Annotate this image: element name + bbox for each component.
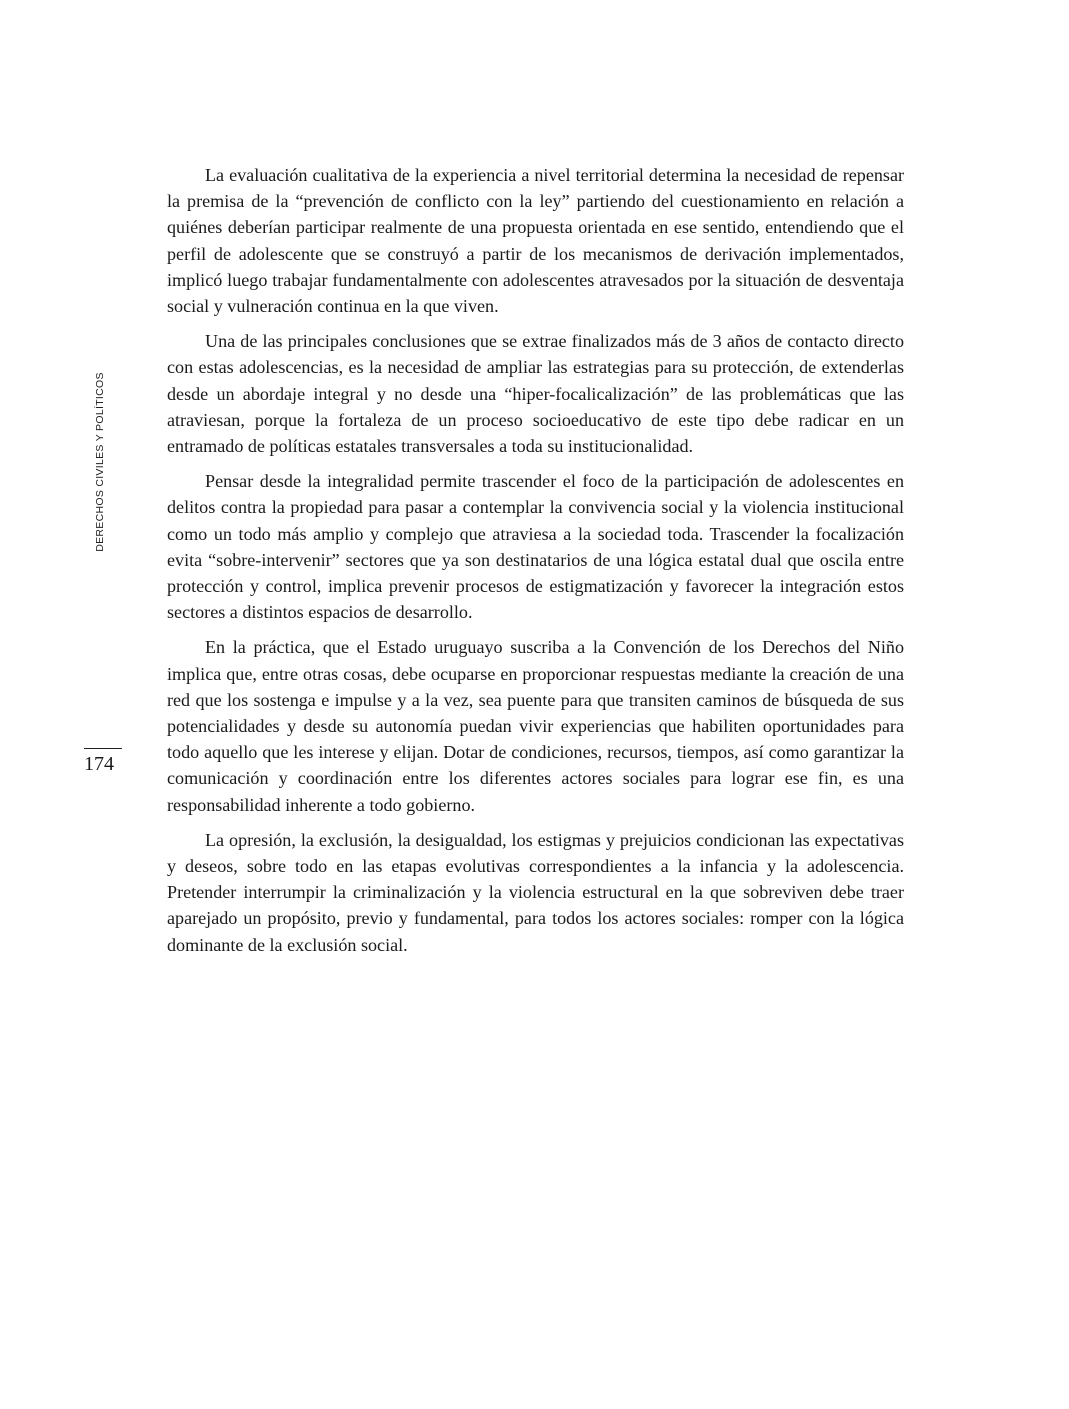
running-header-vertical: DERECHOS CIVILES Y POLÍTICOS — [94, 372, 106, 552]
page-number-rule — [84, 748, 122, 749]
paragraph-3: Pensar desde la integralidad permite trascender el foco de la participación de adolescentes en delitos contra la propiedad para pasar a contemplar la convivencia social y la violencia institucional como un todo más amplio y complejo que atraviesa a la sociedad toda. Trascender la focalización evita “sobre-intervenir” sectores que ya son destinatarios de una lógica estatal dual que oscila entre protección y control, implica prevenir procesos de estigmatización y favorecer la integración estos sectores a distintos espacios de desarrollo. — [167, 471, 904, 623]
paragraph-5: La opresión, la exclusión, la desigualdad, los estigmas y prejuicios condicionan las expectativas y deseos, sobre todo en las etapas evolutivas correspondientes a la infancia y la adolescencia. Pretender interrumpir la criminalización y la violencia estructural en la que sobreviven debe traer aparejado un propósito, previo y fundamental, para todos los actores sociales: romper con la lógica dominante de la exclusión social. — [167, 829, 904, 955]
paragraph-4: En la práctica, que el Estado uruguayo suscriba a la Convención de los Derechos del Niño implica que, entre otras cosas, debe ocuparse en proporcionar respuestas mediante la creación de una red que los sostenga e impulse y a la vez, sea puente para que transiten caminos de búsqueda de sus potencialidades y desde su autonomía puedan vivir experiencias que habiliten oportunidades para todo aquello que les interese y elijan. Dotar de condiciones, recursos, tiempos, así como garantizar la comunicación y coordinación entre los diferentes actores sociales para lograr ese fin, es una responsabilidad inherente a todo gobierno. — [167, 637, 904, 815]
paragraph-1: La evaluación cualitativa de la experiencia a nivel territorial determina la necesidad de repensar la premisa de la “prevención de conflicto con la ley” partiendo del cuestionamiento en relación a quiénes deberían participar realmente de una propuesta orientada en ese sentido, entendiendo que el perfil de adolescente que se construyó a partir de los mecanismos de derivación implementados, implicó luego trabajar fundamentalmente con adolescentes atravesados por la situación de desventaja social y vulneración continua en la que viven. — [167, 165, 904, 317]
page-number: 174 — [84, 753, 114, 775]
page-number-block — [84, 748, 122, 775]
paragraph-2: Una de las principales conclusiones que se extrae finalizados más de 3 años de contacto directo con estas adolescencias, es la necesidad de ampliar las estrategias para su protección, de extenderlas desde un abordaje integral y no desde una “hiper-focalicalización” de las problemáticas que las atraviesan, porque la fortaleza de un proceso socioeducativo de este tipo debe radicar en un entramado de políticas estatales transversales a toda su institucionalidad. — [167, 331, 904, 457]
body-text — [167, 162, 904, 967]
